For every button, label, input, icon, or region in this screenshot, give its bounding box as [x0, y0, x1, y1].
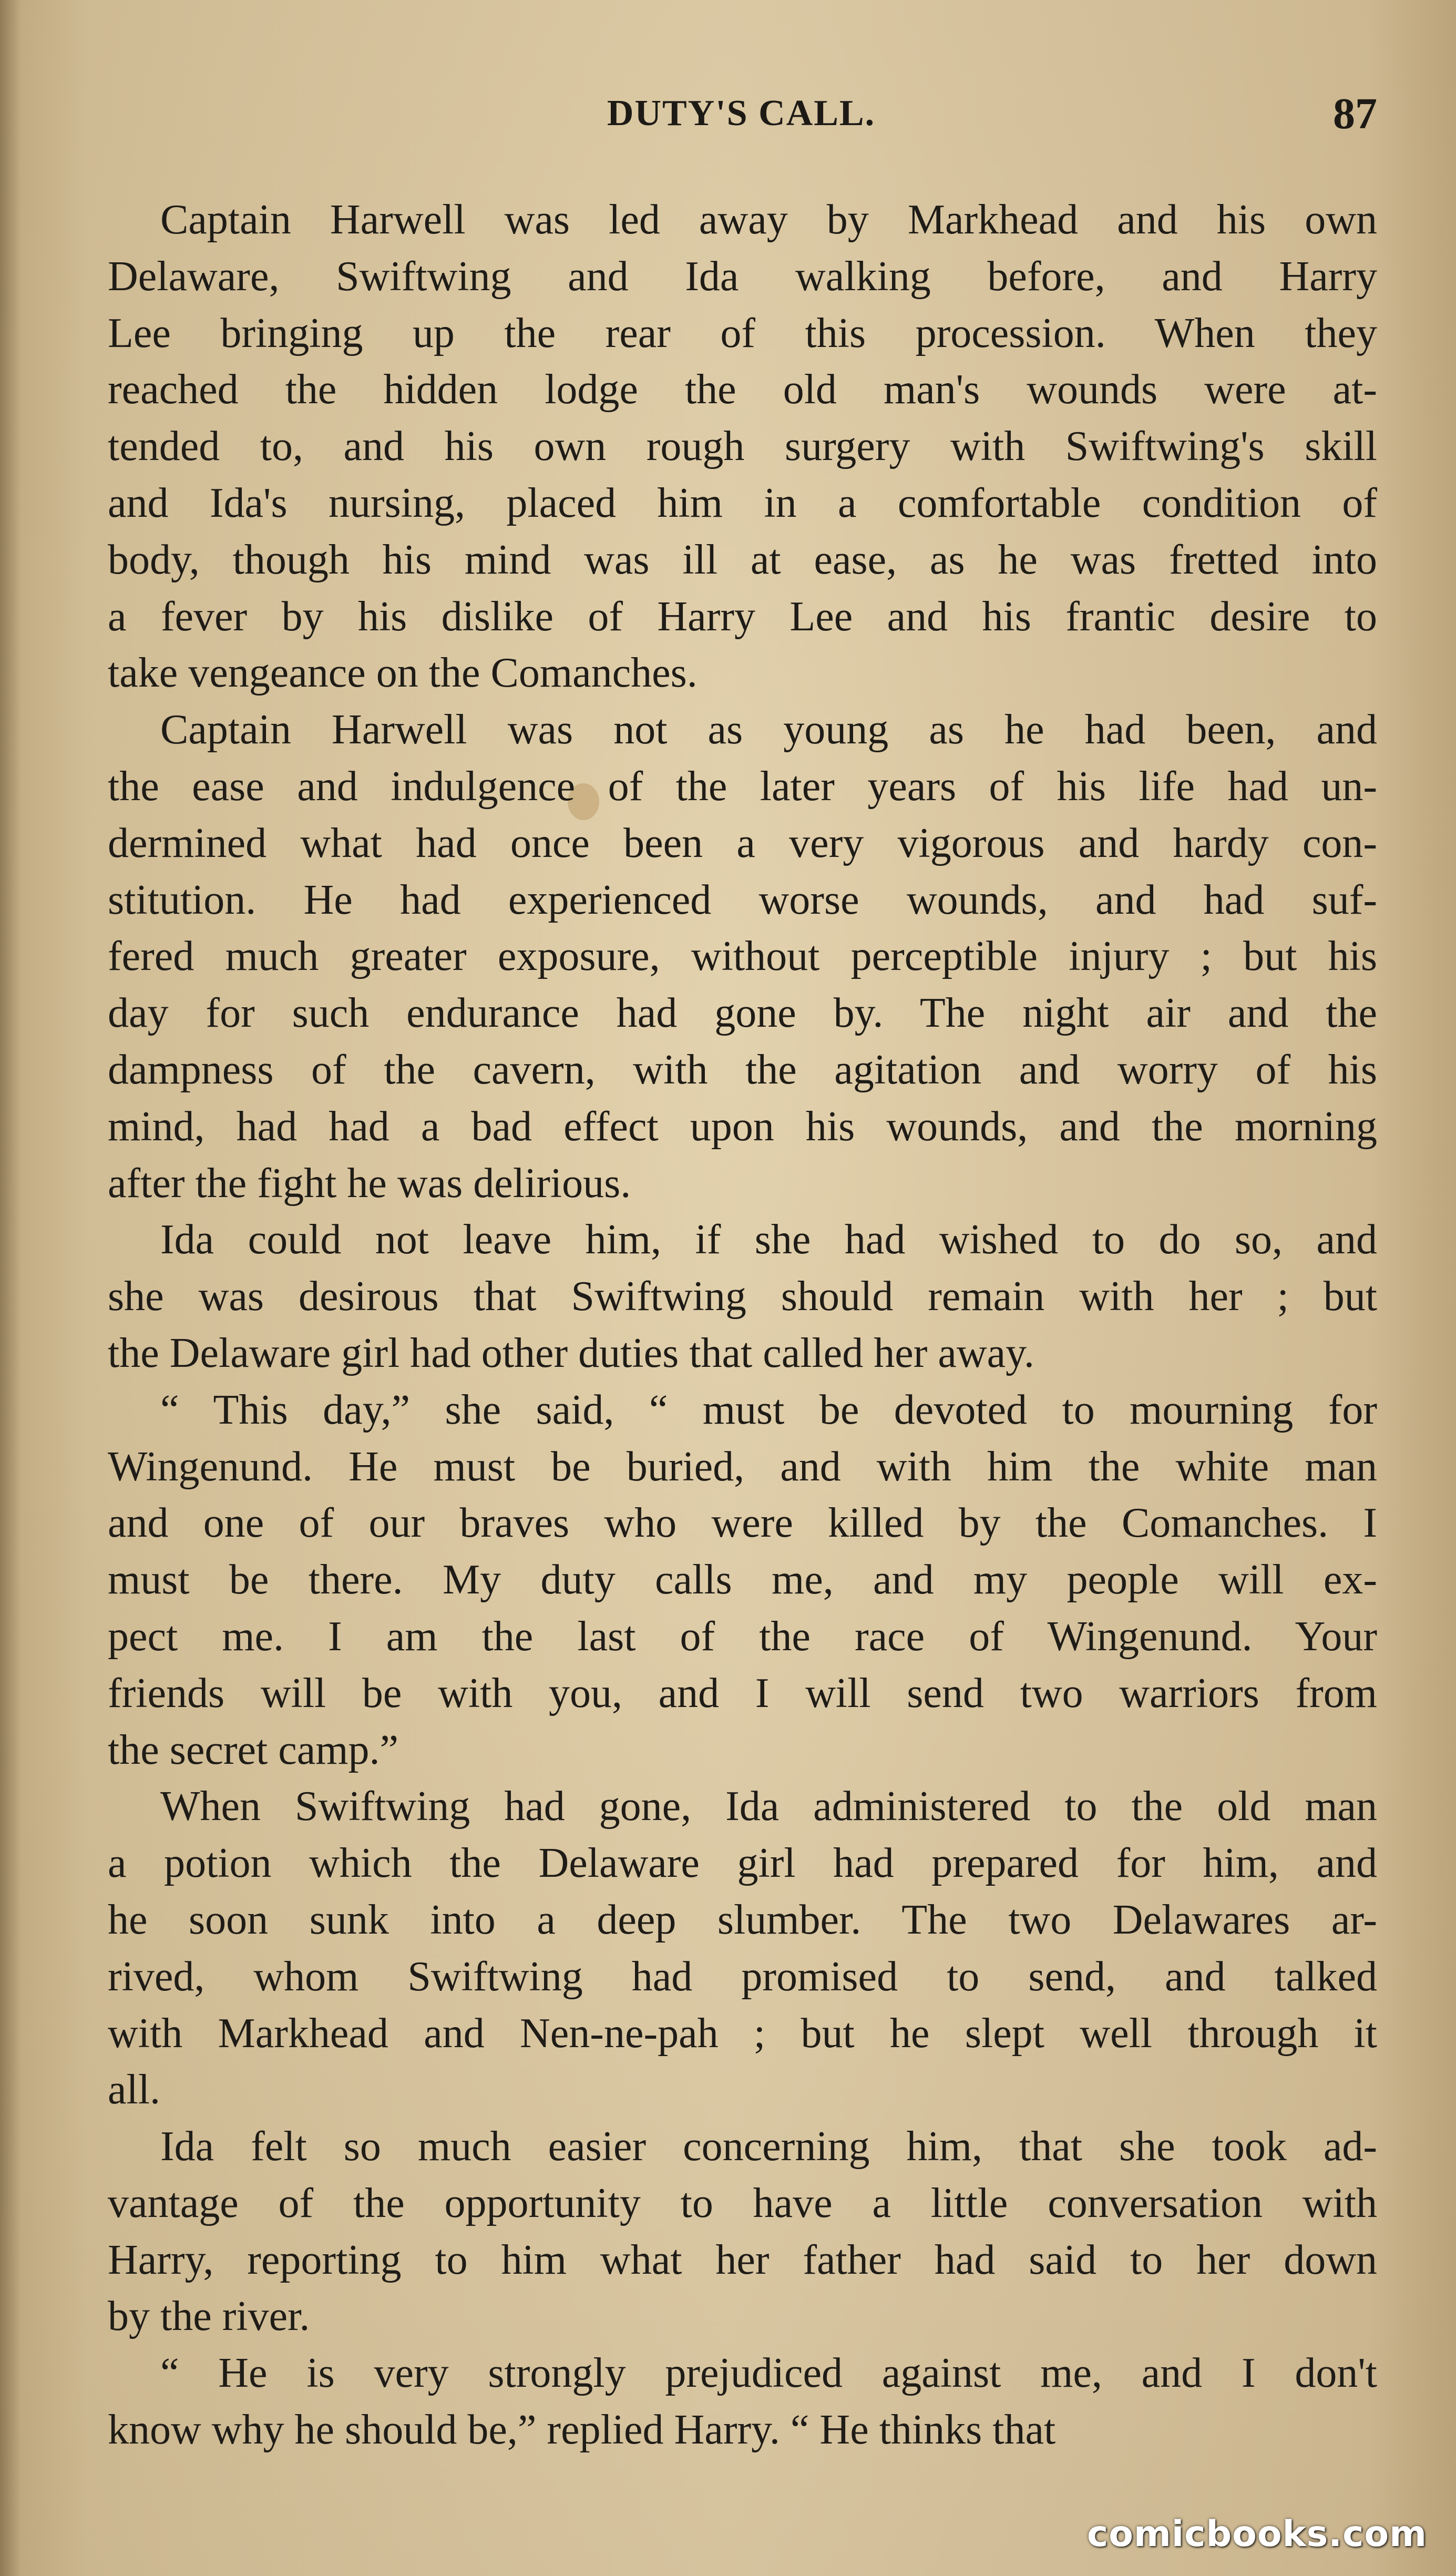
text-line: know why he should be,” replied Harry. “ He thinks that — [108, 2407, 1056, 2454]
text-line: vantage of the opportunity to have a little conversation with — [108, 2180, 1377, 2226]
text-line: mind, had had a bad effect upon his wounds, and the morning — [108, 1103, 1377, 1150]
text-line: Wingenund. He must be buried, and with him the white man — [108, 1443, 1377, 1490]
text-line: friends will be with you, and I will send two warriors from — [108, 1670, 1377, 1716]
text-line: by the river. — [108, 2293, 310, 2340]
text-line: Harry, reporting to him what her father had said to her down — [108, 2236, 1377, 2283]
text-line: and one of our braves who were killed by the Comanches. I — [108, 1500, 1377, 1547]
text-line: When Swiftwing had gone, Ida administered to the old man — [160, 1783, 1377, 1830]
page-number: 87 — [1333, 89, 1377, 138]
text-line: Ida could not leave him, if she had wished to do so, and — [160, 1217, 1377, 1263]
paragraph — [108, 2345, 1377, 2459]
paragraph — [108, 1778, 1377, 2119]
page-edge-shadow — [0, 0, 21, 2576]
paragraph — [108, 1212, 1377, 1382]
text-line: Lee bringing up the rear of this procession. When they — [108, 310, 1377, 356]
text-line: rived, whom Swiftwing had promised to send, and talked — [108, 1953, 1377, 2000]
text-line: reached the hidden lodge the old man's wounds were at- — [108, 366, 1377, 413]
text-line: dampness of the cavern, with the agitation and worry of his — [108, 1046, 1377, 1093]
text-line: after the fight he was delirious. — [108, 1160, 631, 1207]
running-head: DUTY'S CALL. — [607, 93, 876, 134]
text-line: the Delaware girl had other duties that called her away. — [108, 1330, 1034, 1376]
text-line: stitution. He had experienced worse wounds, and had suf- — [108, 876, 1377, 923]
text-line: Ida felt so much easier concerning him, that she took ad- — [160, 2123, 1377, 2170]
text-line: must be there. My duty calls me, and my people will ex- — [108, 1557, 1377, 1603]
text-line: day for such endurance had gone by. The night air and the — [108, 990, 1377, 1037]
text-line: Captain Harwell was led away by Markhead and his own — [160, 197, 1377, 243]
text-line: the ease and indulgence of the later years of his life had un- — [108, 763, 1377, 810]
body-text — [108, 192, 1377, 2459]
text-line: tended to, and his own rough surgery with Swiftwing's skill — [108, 423, 1377, 470]
text-line: a fever by his dislike of Harry Lee and his frantic desire to — [108, 593, 1377, 640]
text-line: “ He is very strongly prejudiced against me, and I don't — [160, 2350, 1377, 2397]
text-line: he soon sunk into a deep slumber. The two Delawares ar- — [108, 1896, 1377, 1943]
text-line: dermined what had once been a very vigorous and hardy con- — [108, 820, 1377, 866]
paragraph — [108, 702, 1377, 1212]
text-line: take vengeance on the Comanches. — [108, 650, 698, 697]
text-line: all. — [108, 2067, 160, 2113]
text-line: the secret camp.” — [108, 1726, 399, 1773]
text-line: Delaware, Swiftwing and Ida walking before, and Harry — [108, 253, 1377, 300]
text-line: with Markhead and Nen-ne-pah ; but he slept well through it — [108, 2010, 1377, 2057]
text-line: body, though his mind was ill at ease, as he was fretted into — [108, 536, 1377, 583]
text-line: fered much greater exposure, without perceptible injury ; but his — [108, 933, 1377, 980]
text-line: “ This day,” she said, “ must be devoted to mourning for — [160, 1386, 1377, 1433]
paragraph — [108, 2119, 1377, 2345]
text-line: Captain Harwell was not as young as he had been, and — [160, 707, 1377, 753]
text-line: a potion which the Delaware girl had prepared for him, and — [108, 1840, 1377, 1887]
text-line: pect me. I am the last of the race of Wingenund. Your — [108, 1613, 1377, 1660]
text-line: and Ida's nursing, placed him in a comfortable condition of — [108, 479, 1377, 526]
paragraph — [108, 192, 1377, 702]
text-line: she was desirous that Swiftwing should remain with her ; but — [108, 1273, 1377, 1320]
watermark: comicbooks.com — [1086, 2513, 1427, 2555]
page-header — [105, 79, 1377, 142]
paragraph — [108, 1382, 1377, 1779]
